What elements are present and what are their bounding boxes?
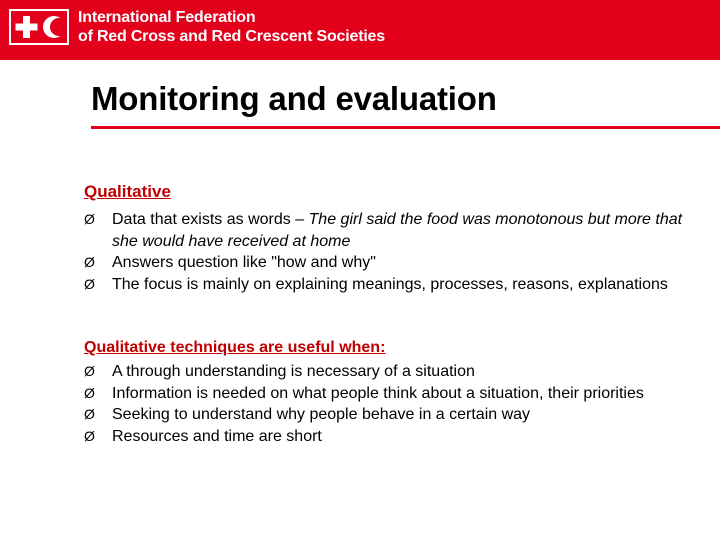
bullet-text: Answers question like "how and why" — [112, 254, 376, 271]
header-banner — [0, 0, 720, 60]
red-cross-crescent-icon — [11, 11, 67, 43]
techniques-bullet-list — [84, 361, 694, 447]
slide-title: Monitoring and evaluation — [91, 80, 497, 117]
list-item — [84, 209, 694, 252]
techniques-heading: Qualitative techniques are useful when: — [84, 339, 386, 356]
arrow-bullet-icon: Ø — [84, 406, 95, 422]
bullet-text: The focus is mainly on explaining meanings, processes, reasons, explanations — [112, 275, 668, 293]
list-item — [84, 426, 694, 448]
list-item — [84, 383, 694, 405]
bullet-text: Seeking to understand why people behave in a certain way — [112, 406, 531, 423]
arrow-bullet-icon: Ø — [84, 384, 95, 401]
org-name-line1: International Federation — [78, 9, 256, 26]
arrow-bullet-icon: Ø — [84, 275, 95, 292]
red-cross-crescent-logo — [9, 9, 69, 45]
arrow-bullet-icon: Ø — [84, 427, 95, 444]
organization-name — [78, 8, 385, 46]
list-item — [84, 274, 694, 296]
org-name-line2: of Red Cross and Red Crescent Societies — [78, 28, 385, 45]
bullet-text: Resources and time are short — [112, 427, 322, 445]
arrow-bullet-icon: Ø — [84, 211, 95, 227]
bullet-text: Information is needed on what people think about a situation, their priorities — [112, 384, 644, 402]
qualitative-heading: Qualitative — [84, 182, 171, 201]
bullet-text: A through understanding is necessary of a situation — [112, 363, 475, 380]
bullet-example-text: The girl said the food was monotonous but more that she would have received at home — [112, 211, 683, 250]
arrow-bullet-icon: Ø — [84, 254, 95, 270]
list-item — [84, 361, 694, 383]
list-item — [84, 252, 694, 274]
arrow-bullet-icon: Ø — [84, 363, 95, 379]
title-divider — [91, 126, 720, 129]
qualitative-bullet-list — [84, 209, 694, 295]
list-item — [84, 404, 694, 426]
bullet-text: Data that exists as words – — [112, 211, 309, 228]
